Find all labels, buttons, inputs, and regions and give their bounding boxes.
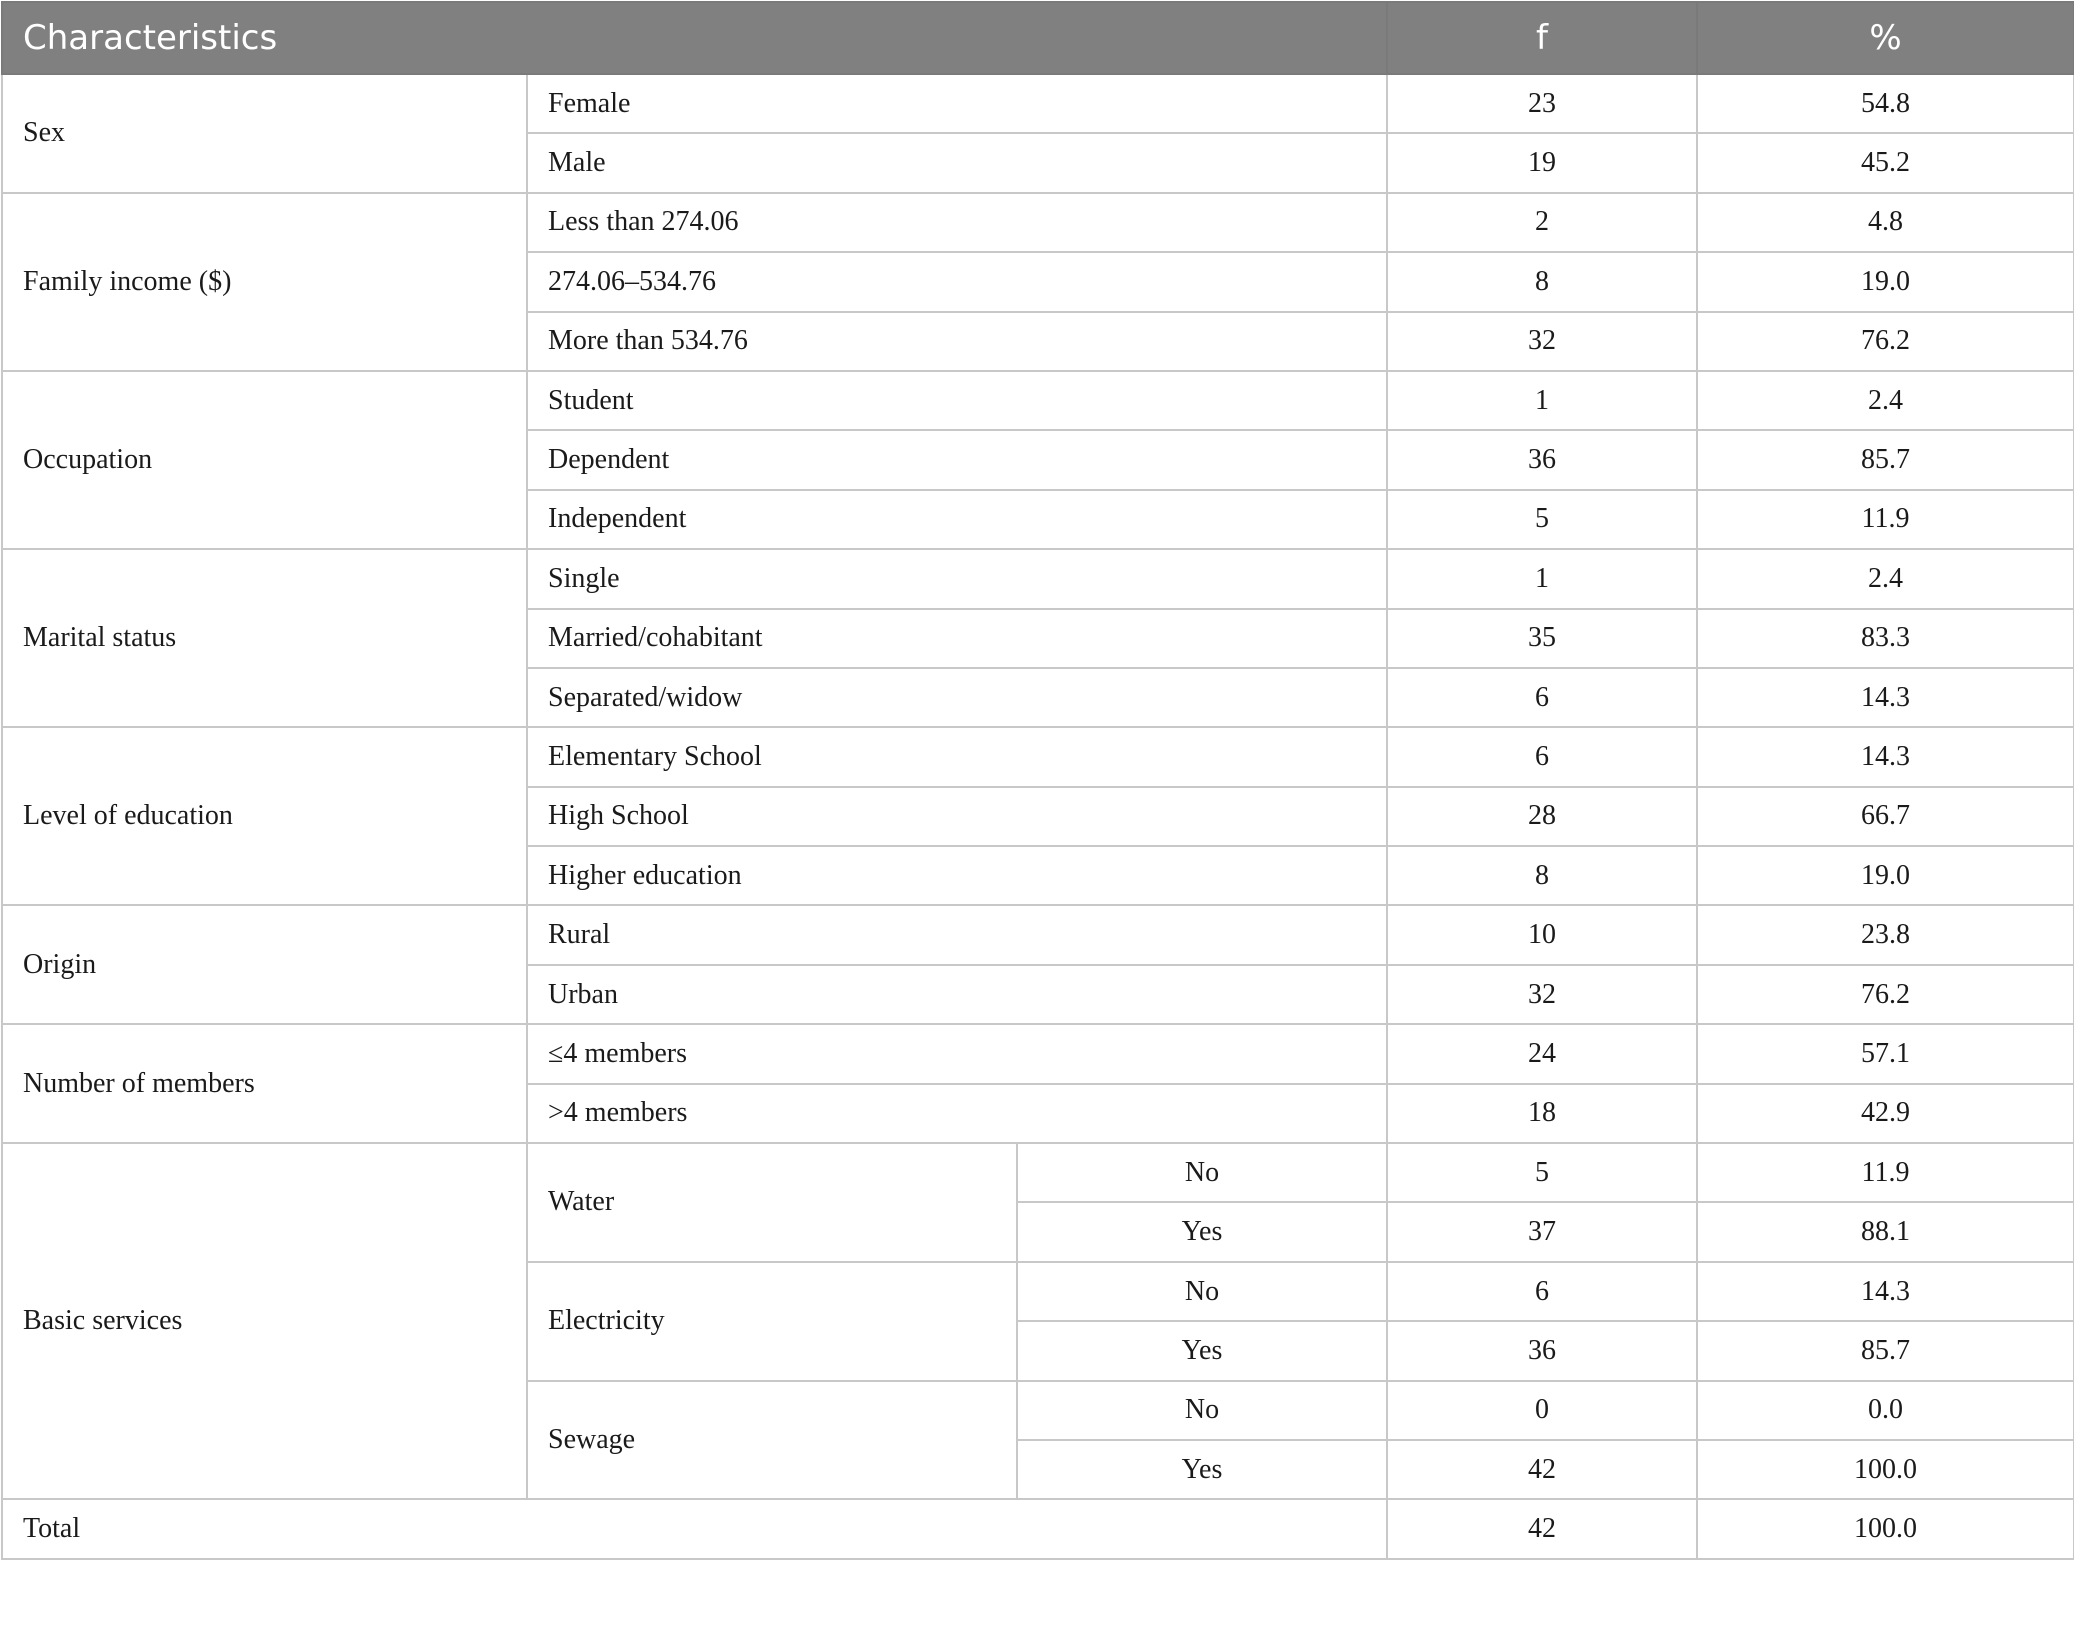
frequency-value: 19 bbox=[1387, 133, 1697, 192]
percent-value: 14.3 bbox=[1697, 668, 2074, 727]
service-answer: No bbox=[1017, 1262, 1387, 1321]
table-row bbox=[2, 549, 2074, 608]
frequency-value: 32 bbox=[1387, 312, 1697, 371]
category-label: Male bbox=[527, 133, 1387, 192]
table-row bbox=[2, 371, 2074, 430]
category-label: Higher education bbox=[527, 846, 1387, 905]
frequency-value: 36 bbox=[1387, 1321, 1697, 1380]
percent-value: 76.2 bbox=[1697, 965, 2074, 1024]
percent-value: 100.0 bbox=[1697, 1440, 2074, 1499]
percent-value: 23.8 bbox=[1697, 905, 2074, 964]
table-row bbox=[2, 74, 2074, 133]
percent-value: 42.9 bbox=[1697, 1084, 2074, 1143]
total-label: Total bbox=[2, 1499, 1387, 1558]
category-label: Less than 274.06 bbox=[527, 193, 1387, 252]
group-label: Occupation bbox=[2, 371, 527, 549]
characteristics-table bbox=[1, 1, 2074, 1560]
frequency-value: 18 bbox=[1387, 1084, 1697, 1143]
frequency-value: 37 bbox=[1387, 1202, 1697, 1261]
frequency-value: 23 bbox=[1387, 74, 1697, 133]
table-row bbox=[2, 1143, 2074, 1202]
category-label: Rural bbox=[527, 905, 1387, 964]
percent-value: 76.2 bbox=[1697, 312, 2074, 371]
header-row bbox=[2, 2, 2074, 74]
percent-value: 45.2 bbox=[1697, 133, 2074, 192]
frequency-value: 0 bbox=[1387, 1381, 1697, 1440]
percent-value: 11.9 bbox=[1697, 1143, 2074, 1202]
percent-value: 0.0 bbox=[1697, 1381, 2074, 1440]
category-label: >4 members bbox=[527, 1084, 1387, 1143]
total-frequency: 42 bbox=[1387, 1499, 1697, 1558]
category-label: Single bbox=[527, 549, 1387, 608]
group-label: Number of members bbox=[2, 1024, 527, 1143]
total-percent: 100.0 bbox=[1697, 1499, 2074, 1558]
frequency-value: 36 bbox=[1387, 430, 1697, 489]
frequency-value: 5 bbox=[1387, 1143, 1697, 1202]
service-answer: Yes bbox=[1017, 1321, 1387, 1380]
service-answer: Yes bbox=[1017, 1440, 1387, 1499]
frequency-value: 6 bbox=[1387, 668, 1697, 727]
percent-value: 57.1 bbox=[1697, 1024, 2074, 1083]
category-label: Student bbox=[527, 371, 1387, 430]
percent-value: 2.4 bbox=[1697, 371, 2074, 430]
category-label: High School bbox=[527, 787, 1387, 846]
category-label: Elementary School bbox=[527, 727, 1387, 786]
frequency-value: 10 bbox=[1387, 905, 1697, 964]
frequency-value: 1 bbox=[1387, 549, 1697, 608]
percent-value: 19.0 bbox=[1697, 846, 2074, 905]
category-label: ≤4 members bbox=[527, 1024, 1387, 1083]
category-label: Independent bbox=[527, 490, 1387, 549]
frequency-value: 28 bbox=[1387, 787, 1697, 846]
total-row bbox=[2, 1499, 2074, 1558]
table-row bbox=[2, 193, 2074, 252]
group-label: Marital status bbox=[2, 549, 527, 727]
service-label: Sewage bbox=[527, 1381, 1017, 1500]
table-body bbox=[2, 74, 2074, 1559]
percent-value: 83.3 bbox=[1697, 609, 2074, 668]
service-answer: No bbox=[1017, 1381, 1387, 1440]
group-label: Sex bbox=[2, 74, 527, 193]
service-label: Water bbox=[527, 1143, 1017, 1262]
percent-value: 14.3 bbox=[1697, 1262, 2074, 1321]
table-row bbox=[2, 1024, 2074, 1083]
frequency-value: 42 bbox=[1387, 1440, 1697, 1499]
group-label: Family income ($) bbox=[2, 193, 527, 371]
table-row bbox=[2, 727, 2074, 786]
frequency-value: 2 bbox=[1387, 193, 1697, 252]
percent-value: 11.9 bbox=[1697, 490, 2074, 549]
percent-value: 2.4 bbox=[1697, 549, 2074, 608]
category-label: 274.06–534.76 bbox=[527, 252, 1387, 311]
percent-value: 88.1 bbox=[1697, 1202, 2074, 1261]
group-label: Level of education bbox=[2, 727, 527, 905]
category-label: Dependent bbox=[527, 430, 1387, 489]
percent-value: 85.7 bbox=[1697, 430, 2074, 489]
table-row bbox=[2, 905, 2074, 964]
category-label: Urban bbox=[527, 965, 1387, 1024]
header-f: f bbox=[1387, 2, 1697, 74]
frequency-value: 24 bbox=[1387, 1024, 1697, 1083]
service-answer: No bbox=[1017, 1143, 1387, 1202]
group-label: Origin bbox=[2, 905, 527, 1024]
category-label: Married/cohabitant bbox=[527, 609, 1387, 668]
header-percent: % bbox=[1697, 2, 2074, 74]
frequency-value: 8 bbox=[1387, 846, 1697, 905]
category-label: More than 534.76 bbox=[527, 312, 1387, 371]
percent-value: 54.8 bbox=[1697, 74, 2074, 133]
frequency-value: 1 bbox=[1387, 371, 1697, 430]
service-label: Electricity bbox=[527, 1262, 1017, 1381]
group-label: Basic services bbox=[2, 1143, 527, 1499]
percent-value: 14.3 bbox=[1697, 727, 2074, 786]
frequency-value: 32 bbox=[1387, 965, 1697, 1024]
frequency-value: 8 bbox=[1387, 252, 1697, 311]
percent-value: 19.0 bbox=[1697, 252, 2074, 311]
category-label: Female bbox=[527, 74, 1387, 133]
category-label: Separated/widow bbox=[527, 668, 1387, 727]
header-characteristics: Characteristics bbox=[2, 2, 1387, 74]
percent-value: 85.7 bbox=[1697, 1321, 2074, 1380]
percent-value: 66.7 bbox=[1697, 787, 2074, 846]
frequency-value: 35 bbox=[1387, 609, 1697, 668]
service-answer: Yes bbox=[1017, 1202, 1387, 1261]
percent-value: 4.8 bbox=[1697, 193, 2074, 252]
frequency-value: 5 bbox=[1387, 490, 1697, 549]
frequency-value: 6 bbox=[1387, 727, 1697, 786]
frequency-value: 6 bbox=[1387, 1262, 1697, 1321]
